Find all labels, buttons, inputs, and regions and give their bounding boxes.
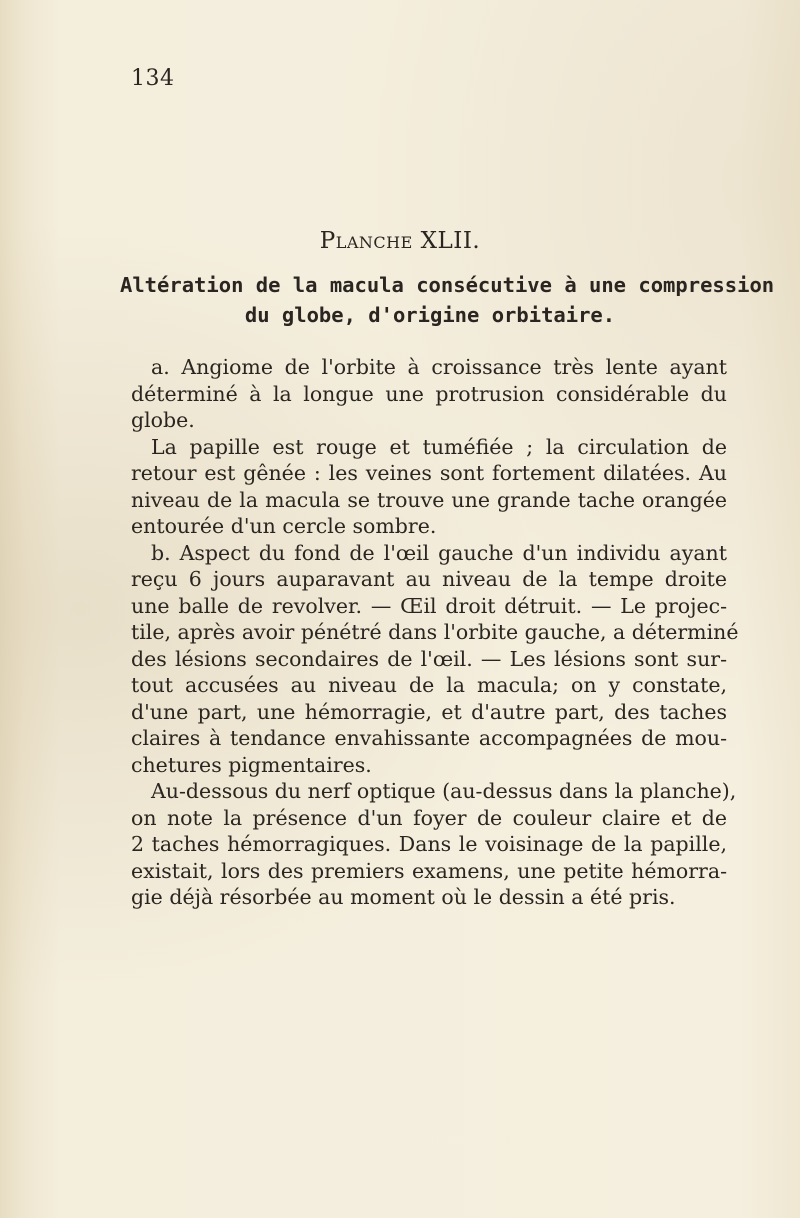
text-line: d'une part, une hémorragie, et d'autre part, des taches <box>131 699 727 724</box>
text-line: a. Angiome de l'orbite à croissance très lente ayant <box>151 355 727 379</box>
text-line: globe. <box>131 408 195 432</box>
text-line: b. Aspect du fond de l'œil gauche d'un individu ayant <box>151 540 727 565</box>
text-line: entourée d'un cercle sombre. <box>131 514 437 538</box>
text-line: des lésions secondaires de l'œil. — Les lésions sont sur- <box>131 646 727 671</box>
text-line: tout accusées au niveau de la macula; on y constate, <box>131 673 727 697</box>
text-line: existait, lors des premiers examens, une petite hémorra- <box>131 858 727 883</box>
text-line: gie déjà résorbée au moment où le dessin a été pris. <box>131 885 676 909</box>
text-line: déterminé à la longue une protrusion considérable du <box>131 381 727 406</box>
text-line: chetures pigmentaires. <box>131 752 372 777</box>
text-line: Au-dessous du nerf optique (au-dessus dans la planche), <box>151 779 737 803</box>
section-heading <box>120 270 775 330</box>
text-line: 2 taches hémorragiques. Dans le voisinage de la papille, <box>131 832 727 856</box>
plate-title: Planche XLII. <box>319 228 481 254</box>
heading-line: du globe, d'origine orbitaire. <box>244 303 616 327</box>
page-number: 134 <box>131 66 175 91</box>
text-line: tile, après avoir pénétré dans l'orbite gauche, a déterminé <box>131 620 739 644</box>
text-line: claires à tendance envahissante accompagnées de mou- <box>131 726 727 750</box>
text-line: une balle de revolver. — Œil droit détruit. — Le projec- <box>131 593 727 618</box>
plate-description <box>131 354 739 911</box>
text-line: retour est gênée : les veines sont fortement dilatées. Au <box>131 461 727 485</box>
text-line: on note la présence d'un foyer de couleur claire et de <box>131 805 727 830</box>
text-line: La papille est rouge et tuméfiée ; la circulation de <box>151 434 727 459</box>
heading-line: Altération de la macula consécutive à une compression <box>120 273 775 297</box>
text-line: niveau de la macula se trouve une grande tache orangée <box>131 487 727 512</box>
text-line: reçu 6 jours auparavant au niveau de la tempe droite <box>131 567 727 591</box>
